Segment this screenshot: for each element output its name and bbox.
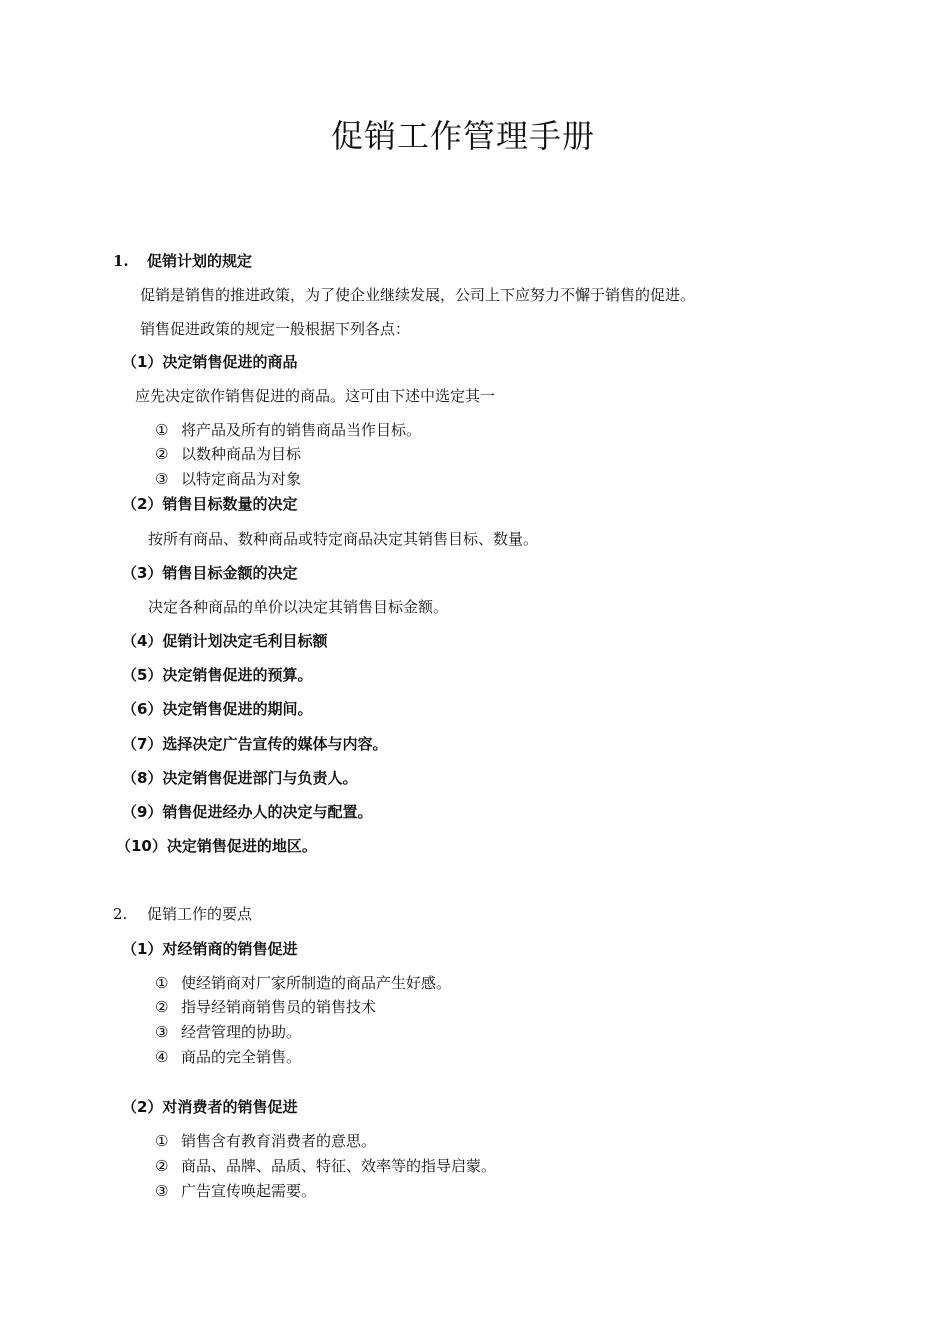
item-3-text: 决定各种商品的单价以决定其销售目标金额。 (148, 598, 449, 616)
item-1-text: 应先决定欲作销售促进的商品。这可由下述中选定其一 (135, 387, 496, 405)
section-2-number: 2. (113, 905, 128, 923)
list-item: ② 商品、品牌、品质、特征、效率等的指导启蒙。 (155, 1157, 497, 1175)
subsection-1-heading: （1）对经销商的销售促进 (122, 940, 298, 958)
section-1-title: 促销计划的规定 (147, 252, 253, 270)
document-title: 促销工作管理手册 (330, 117, 595, 155)
list-item: ③ 经营管理的协助。 (155, 1023, 302, 1041)
list-item: ① 将产品及所有的销售商品当作目标。 (155, 421, 422, 439)
section-1-paragraph-1: 促销是销售的推进政策，为了使企业继续发展，公司上下应努力不懈于销售的促进。 (140, 286, 696, 304)
item-3-heading: （3）销售目标金额的决定 (122, 564, 298, 582)
list-item: ③ 广告宣传唤起需要。 (155, 1182, 317, 1200)
section-2-title: 促销工作的要点 (147, 905, 253, 923)
item-7-heading: （7）选择决定广告宣传的媒体与内容。 (122, 735, 388, 753)
item-9-heading: （9）销售促进经办人的决定与配置。 (122, 803, 373, 821)
item-6-heading: （6）决定销售促进的期间。 (122, 700, 313, 718)
list-item: ① 销售含有教育消费者的意思。 (155, 1132, 377, 1150)
list-item: ④ 商品的完全销售。 (155, 1048, 302, 1066)
list-item: ① 使经销商对厂家所制造的商品产生好感。 (155, 974, 452, 992)
item-5-heading: （5）决定销售促进的预算。 (122, 666, 313, 684)
section-1-paragraph-2: 销售促进政策的规定一般根据下列各点： (140, 320, 411, 338)
list-item: ③ 以特定商品为对象 (155, 470, 302, 488)
section-1-heading (113, 251, 252, 271)
list-item: ② 以数种商品为目标 (155, 445, 302, 463)
item-4-heading: （4）促销计划决定毛利目标额 (122, 632, 328, 650)
subsection-2-heading: （2）对消费者的销售促进 (122, 1098, 298, 1116)
list-item: ② 指导经销商销售员的销售技术 (155, 998, 377, 1016)
item-1-heading: （1）决定销售促进的商品 (122, 353, 298, 371)
section-1-number: 1. (113, 252, 129, 270)
item-2-heading: （2）销售目标数量的决定 (122, 495, 298, 513)
item-10-heading: （10）决定销售促进的地区。 (116, 837, 317, 855)
section-2-heading (113, 904, 252, 924)
item-2-text: 按所有商品、数种商品或特定商品决定其销售目标、数量。 (148, 530, 539, 548)
item-8-heading: （8）决定销售促进部门与负责人。 (122, 769, 358, 787)
